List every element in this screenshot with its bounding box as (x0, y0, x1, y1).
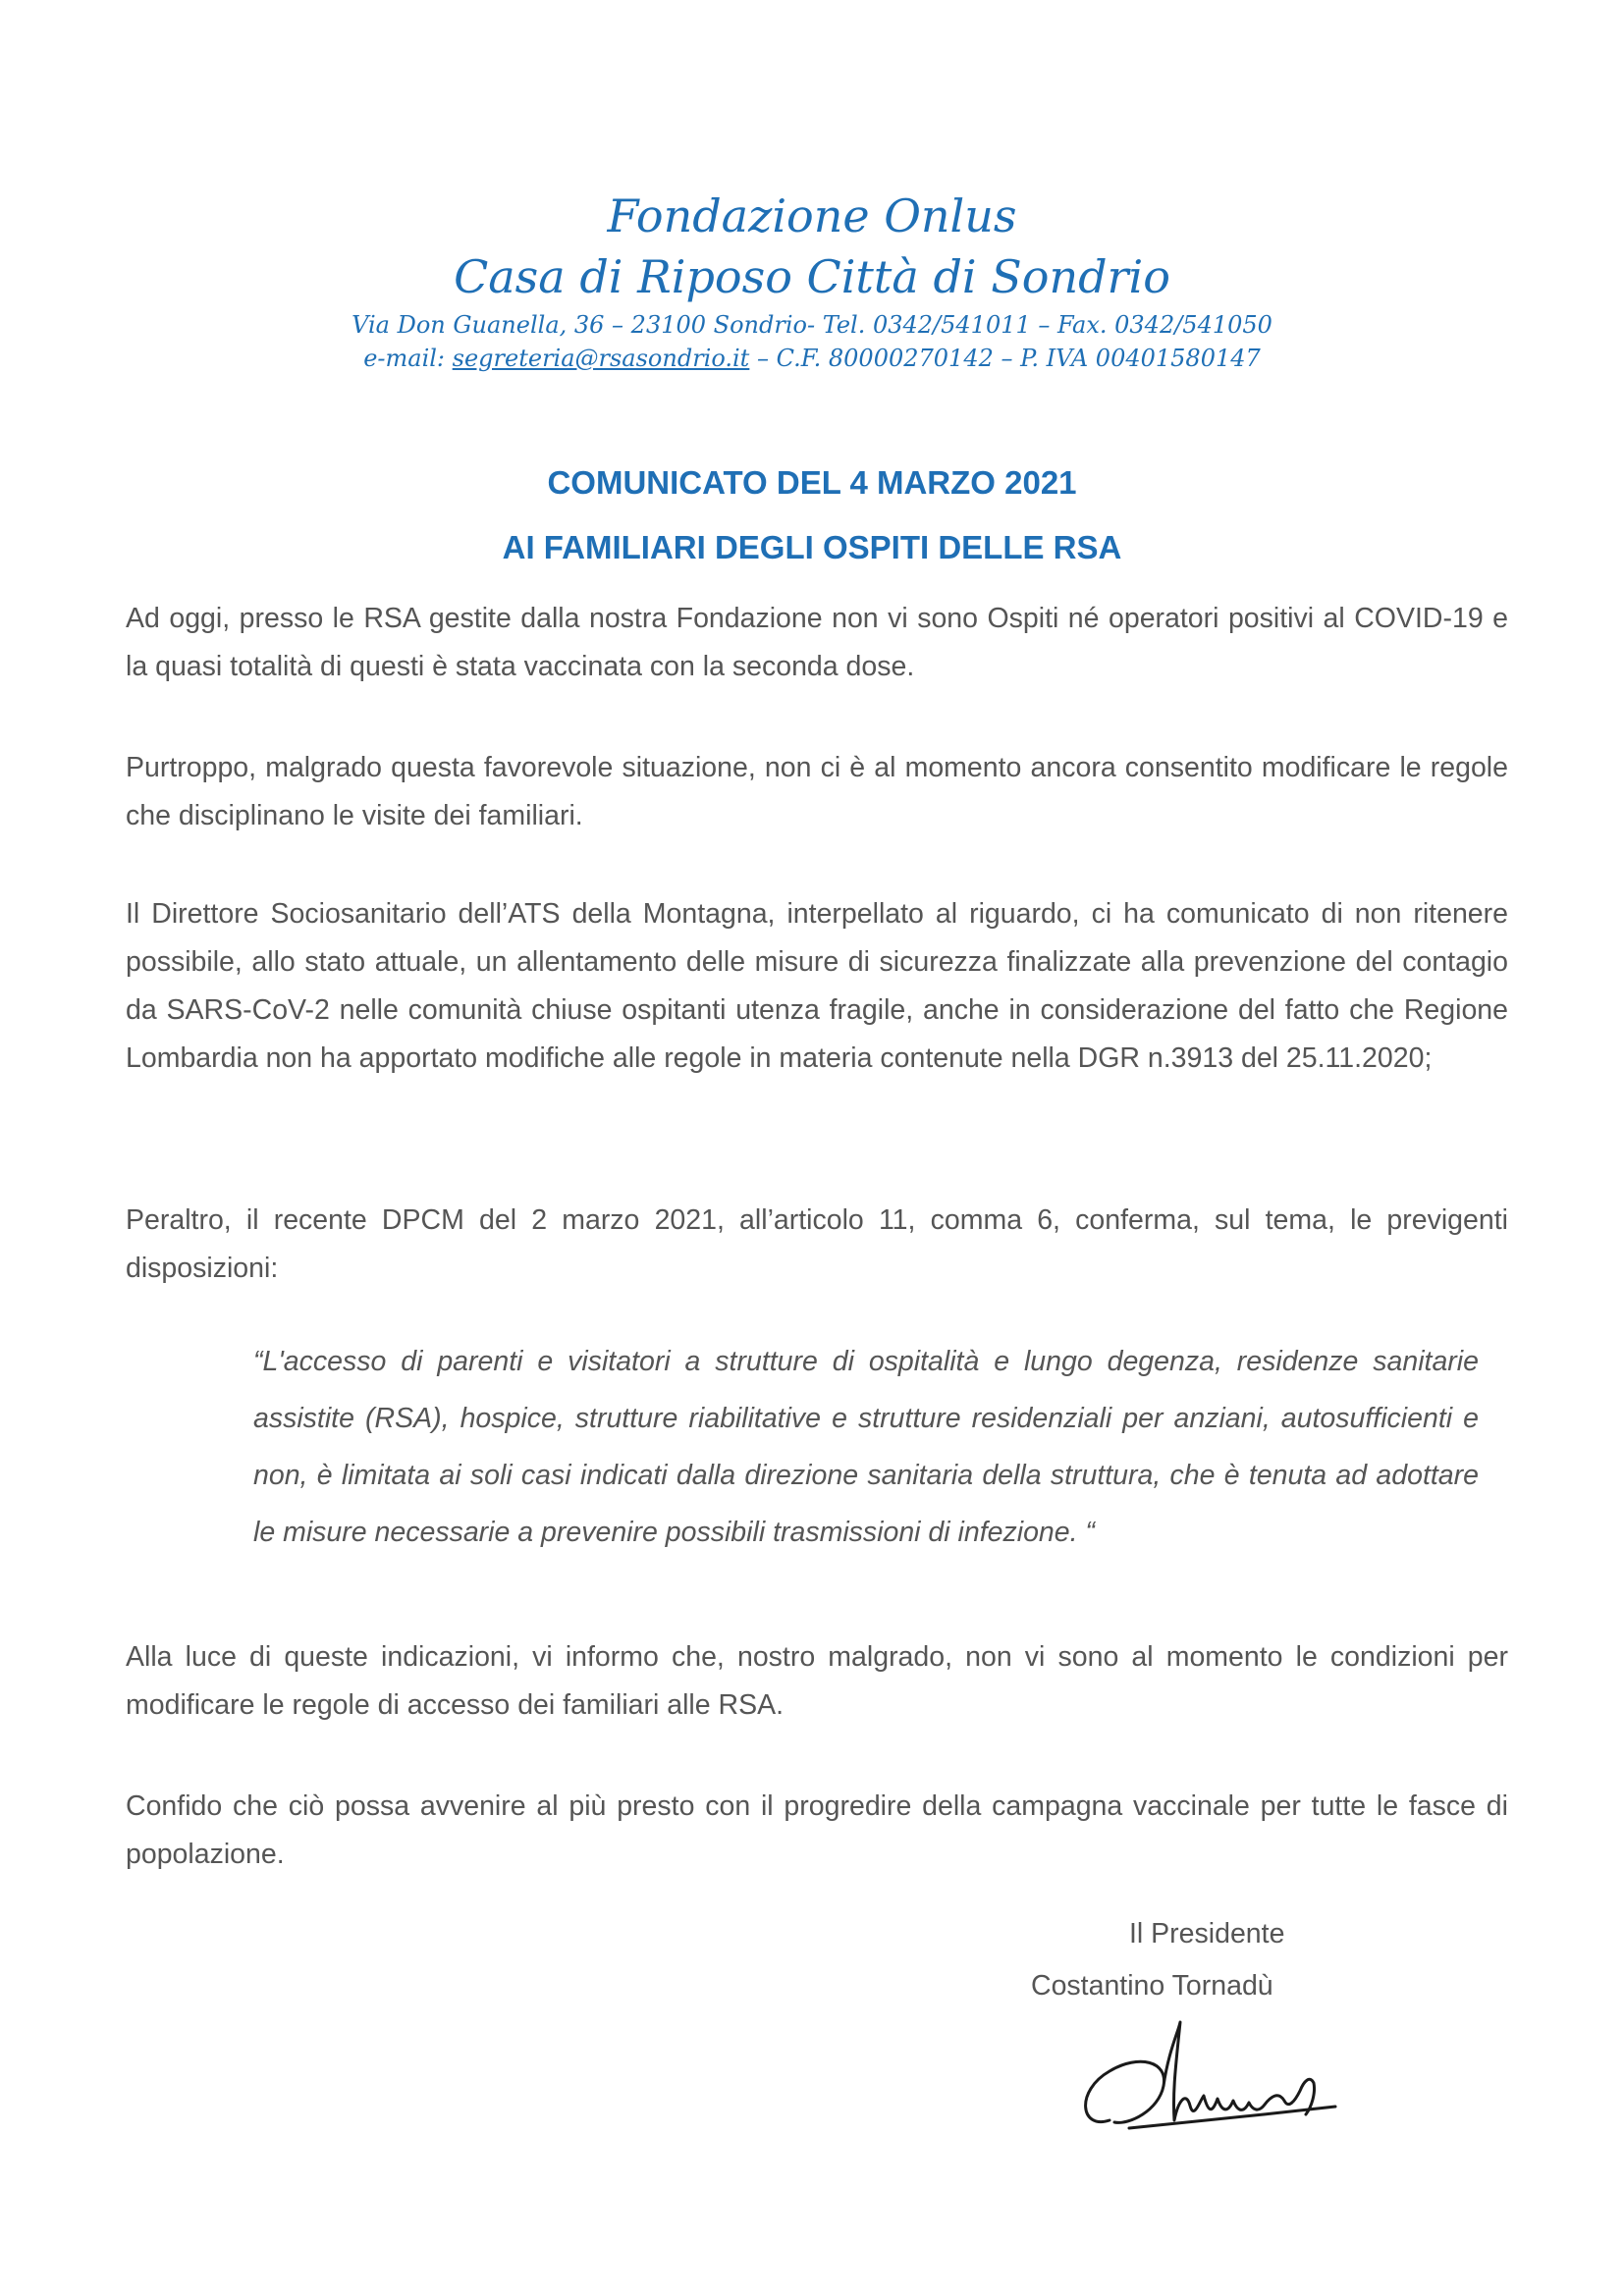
org-name-line1: Fondazione Onlus (607, 189, 1017, 242)
paragraph-3: Il Direttore Sociosanitario dell’ATS della Montagna, interpellato al riguardo, ci ha comunicato di non ritenere possibile, allo stato attuale, un allentamento delle misure di sicurezza finalizzate alla prevenzione del contagio da SARS-CoV-2 nelle comunità chiuse ospitanti utenza fragile, anche in considerazione del fatto che Regione Lombardia non ha apportato modifiche alle regole in materia contenute nella DGR n.3913 del 25.11.2020; (126, 898, 1508, 1074)
tax-ids: – C.F. 80000270142 – P. IVA 00401580147 (749, 345, 1261, 372)
org-contacts (0, 342, 1624, 375)
document-subtitle: AI FAMILIARI DEGLI OSPITI DELLE RSA (502, 529, 1122, 565)
signatory-title: Il Presidente (1129, 1918, 1285, 1949)
paragraph-6: Confido che ciò possa avvenire al più presto con il progredire della campagna vaccinale per tutte le fasce di popolazione. (126, 1790, 1508, 1870)
letterhead (0, 187, 1624, 375)
handwritten-signature (1070, 2012, 1365, 2160)
signatory-name: Costantino Tornadù (1031, 1970, 1273, 2002)
paragraph-1: Ad oggi, presso le RSA gestite dalla nostra Fondazione non vi sono Ospiti né operatori positivi al COVID-19 e la quasi totalità di questi è stata vaccinata con la seconda dose. (126, 603, 1508, 682)
quoted-regulation: “L'accesso di parenti e visitatori a strutture di ospitalità e lungo degenza, residenze sanitarie assistite (RSA), hospice, strutture riabilitative e strutture residenziali per anziani, autosufficienti e non, è limitata ai soli casi indicati dalla direzione sanitaria della struttura, che è tenuta ad adottare le misure necessarie a prevenire possibili trasmissioni di infezione. “ (253, 1346, 1479, 1548)
document-title: COMUNICATO DEL 4 MARZO 2021 (547, 464, 1077, 501)
paragraph-2: Purtroppo, malgrado questa favorevole situazione, non ci è al momento ancora consentito modificare le regole che disciplinano le visite dei familiari. (126, 752, 1508, 831)
paragraph-4: Peraltro, il recente DPCM del 2 marzo 2021, all’articolo 11, comma 6, conferma, sul tema, le previgenti disposizioni: (126, 1204, 1508, 1284)
email-link[interactable]: segreteria@rsasondrio.it (452, 345, 750, 372)
org-address: Via Don Guanella, 36 – 23100 Sondrio- Tel. 0342/541011 – Fax. 0342/541050 (352, 311, 1272, 339)
org-name-line2: Casa di Riposo Città di Sondrio (454, 250, 1170, 303)
paragraph-5: Alla luce di queste indicazioni, vi informo che, nostro malgrado, non vi sono al momento le condizioni per modificare le regole di accesso dei familiari alle RSA. (126, 1641, 1508, 1721)
email-prefix: e-mail: (363, 345, 453, 372)
